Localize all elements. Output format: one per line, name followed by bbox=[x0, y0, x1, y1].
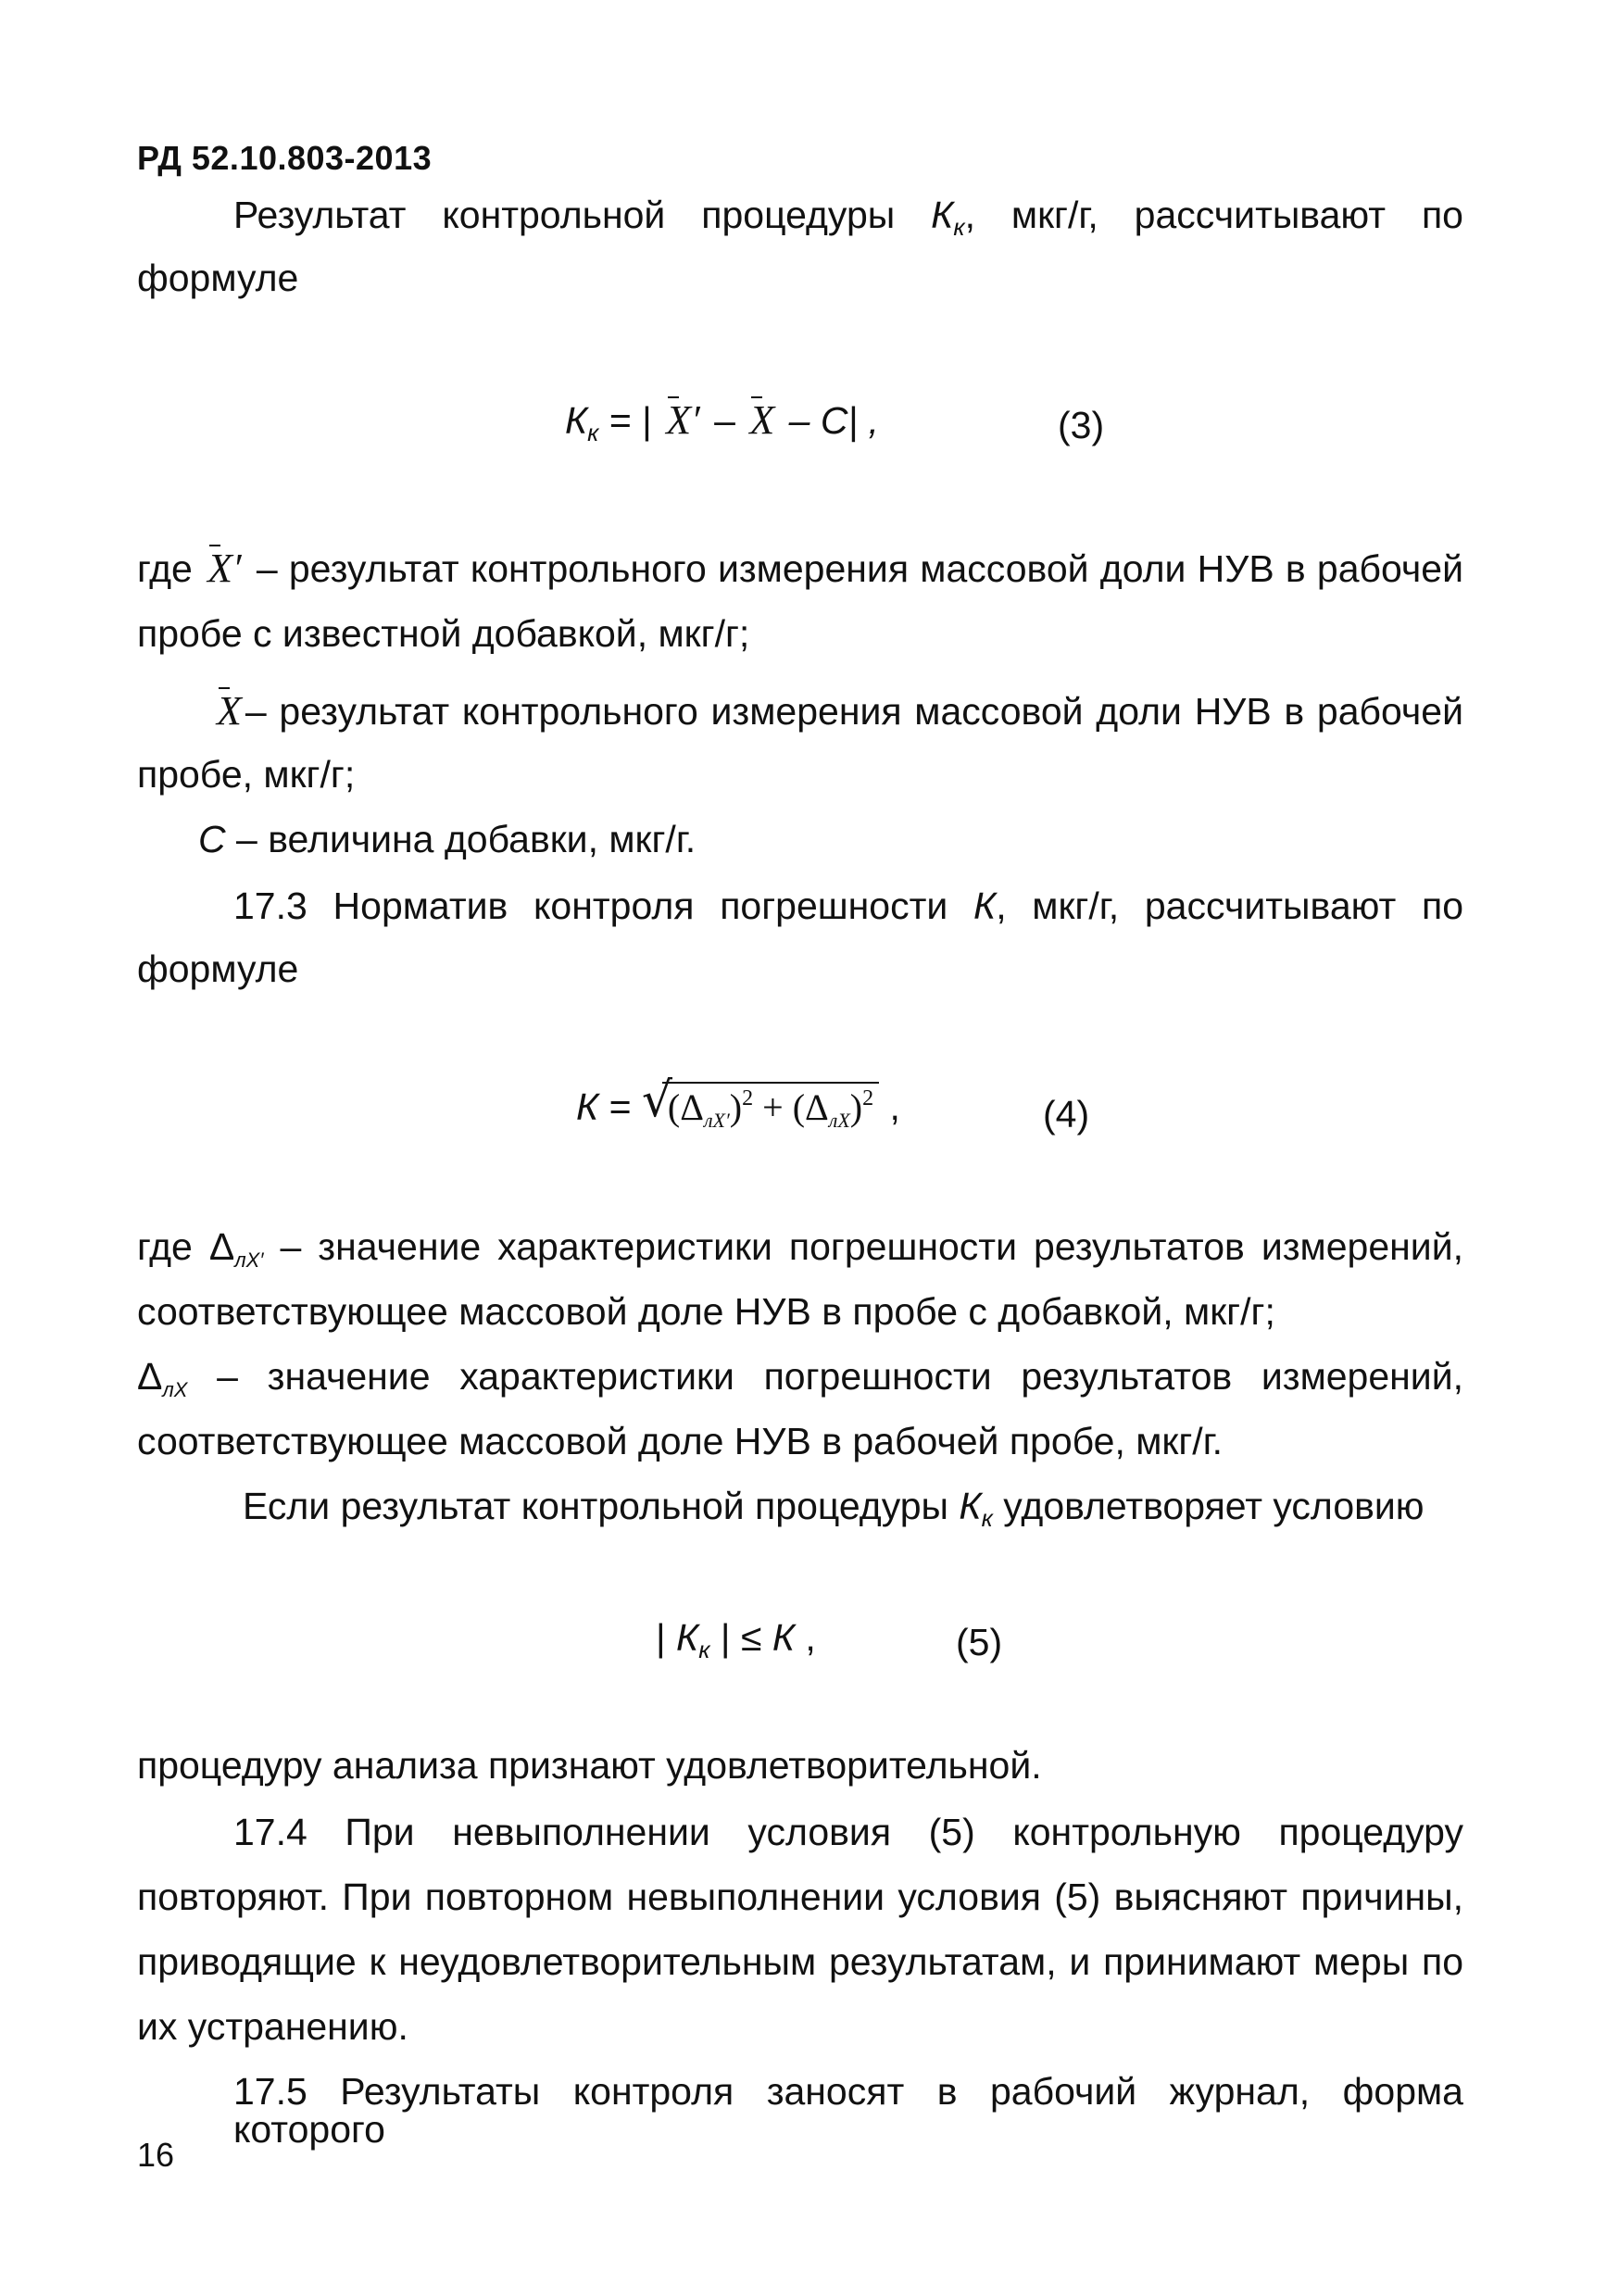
k-k-symbol: К bbox=[931, 194, 954, 236]
comma: , bbox=[879, 1085, 900, 1128]
document-code: РД 52.10.803-2013 bbox=[137, 139, 433, 177]
where-x-prime-line2: пробе с известной добавкой, мкг/г; bbox=[137, 612, 750, 655]
paragraph-17-3-line2: формуле bbox=[137, 947, 299, 990]
text: – величина добавки, мкг/г. bbox=[225, 818, 697, 860]
equation-3 bbox=[565, 397, 879, 446]
where-x-line2: пробе, мкг/г; bbox=[137, 753, 356, 796]
page-number: 16 bbox=[137, 2136, 175, 2174]
text: – значение характеристики погрешности результатов измерений, bbox=[187, 1355, 1463, 1398]
x-bar-prime: X′ bbox=[662, 400, 704, 441]
minus-c-abs-close: – С| , bbox=[778, 399, 879, 442]
radicand: $(\Delta_{лX'})^2 + (\Delta_{лX})^2$ bbox=[662, 1082, 879, 1131]
k-symbol: К bbox=[772, 1616, 795, 1659]
k-k-subscript: к bbox=[953, 213, 965, 241]
equation-5 bbox=[656, 1616, 816, 1663]
text: – результат контрольного измерения массовой доли НУВ в рабочей bbox=[245, 547, 1463, 590]
paragraph-17-3-line1 bbox=[233, 887, 1463, 925]
text: 17.3 Норматив контроля погрешности bbox=[233, 885, 974, 927]
where-delta-line2: соответствующее массовой доле НУВ в рабочей пробе, мкг/г. bbox=[137, 1420, 1224, 1462]
text: где bbox=[137, 547, 205, 590]
paragraph-result-line1 bbox=[233, 196, 1463, 239]
k-k-subscript: к bbox=[587, 419, 599, 446]
delta-symbol: Δ bbox=[137, 1355, 163, 1398]
x-bar: X bbox=[213, 691, 245, 732]
k-k-symbol: К bbox=[959, 1485, 982, 1527]
text: – результат контрольного измерения массовой доли НУВ в рабочей bbox=[245, 690, 1463, 733]
equation-5-number: (5) bbox=[956, 1621, 1003, 1663]
where-x-line1 bbox=[213, 688, 1463, 734]
paragraph-17-4-line2: повторяют. При повторном невыполнении условия (5) выясняют причины, bbox=[137, 1876, 1463, 1918]
x-bar: X bbox=[746, 400, 778, 441]
text: , мкг/г, рассчитывают по bbox=[996, 885, 1463, 927]
radical-icon: √ bbox=[641, 1073, 673, 1128]
equals-abs-open: = | bbox=[598, 399, 652, 442]
k-k-symbol: К bbox=[676, 1616, 699, 1659]
paragraph-17-5-line1: 17.5 Результаты контроля заносят в рабочий журнал, форма которого bbox=[233, 2070, 1463, 2151]
where-c bbox=[198, 818, 1525, 860]
k-k-subscript: к bbox=[981, 1504, 993, 1532]
text: где Δ bbox=[137, 1225, 235, 1268]
minus: – bbox=[703, 399, 747, 442]
condition-sentence bbox=[243, 1487, 1569, 1530]
delta-subscript: лX′ bbox=[234, 1248, 264, 1272]
k-k-symbol: К bbox=[565, 399, 588, 442]
paragraph-17-4-line4: их устранению. bbox=[137, 2005, 408, 2048]
text: Если результат контрольной процедуры bbox=[243, 1485, 960, 1527]
text: Результат контрольной процедуры bbox=[233, 194, 932, 236]
equation-4 bbox=[576, 1073, 900, 1132]
paragraph-result-line2: формуле bbox=[137, 257, 299, 299]
k-symbol: К bbox=[973, 885, 997, 927]
paragraph-conclusion: процедуру анализа признают удовлетворительной. bbox=[137, 1744, 1042, 1787]
text: , мкг/г, рассчитывают по bbox=[964, 194, 1463, 236]
text: – значение характеристики погрешности результатов измерений, bbox=[263, 1225, 1463, 1268]
delta-subscript: лX bbox=[162, 1378, 188, 1401]
k-symbol: К bbox=[576, 1085, 599, 1128]
where-delta-line1 bbox=[137, 1355, 1463, 1401]
where-x-prime-line1 bbox=[137, 548, 1463, 589]
where-delta-prime-line2: соответствующее массовой доле НУВ в пробе с добавкой, мкг/г; bbox=[137, 1290, 1275, 1333]
comma: , bbox=[795, 1616, 816, 1659]
where-delta-prime-line1 bbox=[137, 1225, 1463, 1272]
equals: = bbox=[598, 1085, 642, 1128]
c-symbol: С bbox=[198, 818, 226, 860]
x-bar-prime: X′ bbox=[204, 548, 245, 589]
equation-3-number: (3) bbox=[1058, 404, 1105, 446]
abs-close-leq: | ≤ bbox=[709, 1616, 772, 1659]
abs-open: | bbox=[656, 1616, 677, 1659]
equation-4-number: (4) bbox=[1043, 1093, 1090, 1135]
paragraph-17-4-line1: 17.4 При невыполнении условия (5) контрольную процедуру bbox=[233, 1811, 1463, 1853]
paragraph-17-4-line3: приводящие к неудовлетворительным результатам, и принимают меры по bbox=[137, 1940, 1463, 1983]
text: удовлетворяет условию bbox=[992, 1485, 1424, 1527]
square-root bbox=[641, 1073, 879, 1132]
k-k-subscript: к bbox=[698, 1636, 710, 1663]
